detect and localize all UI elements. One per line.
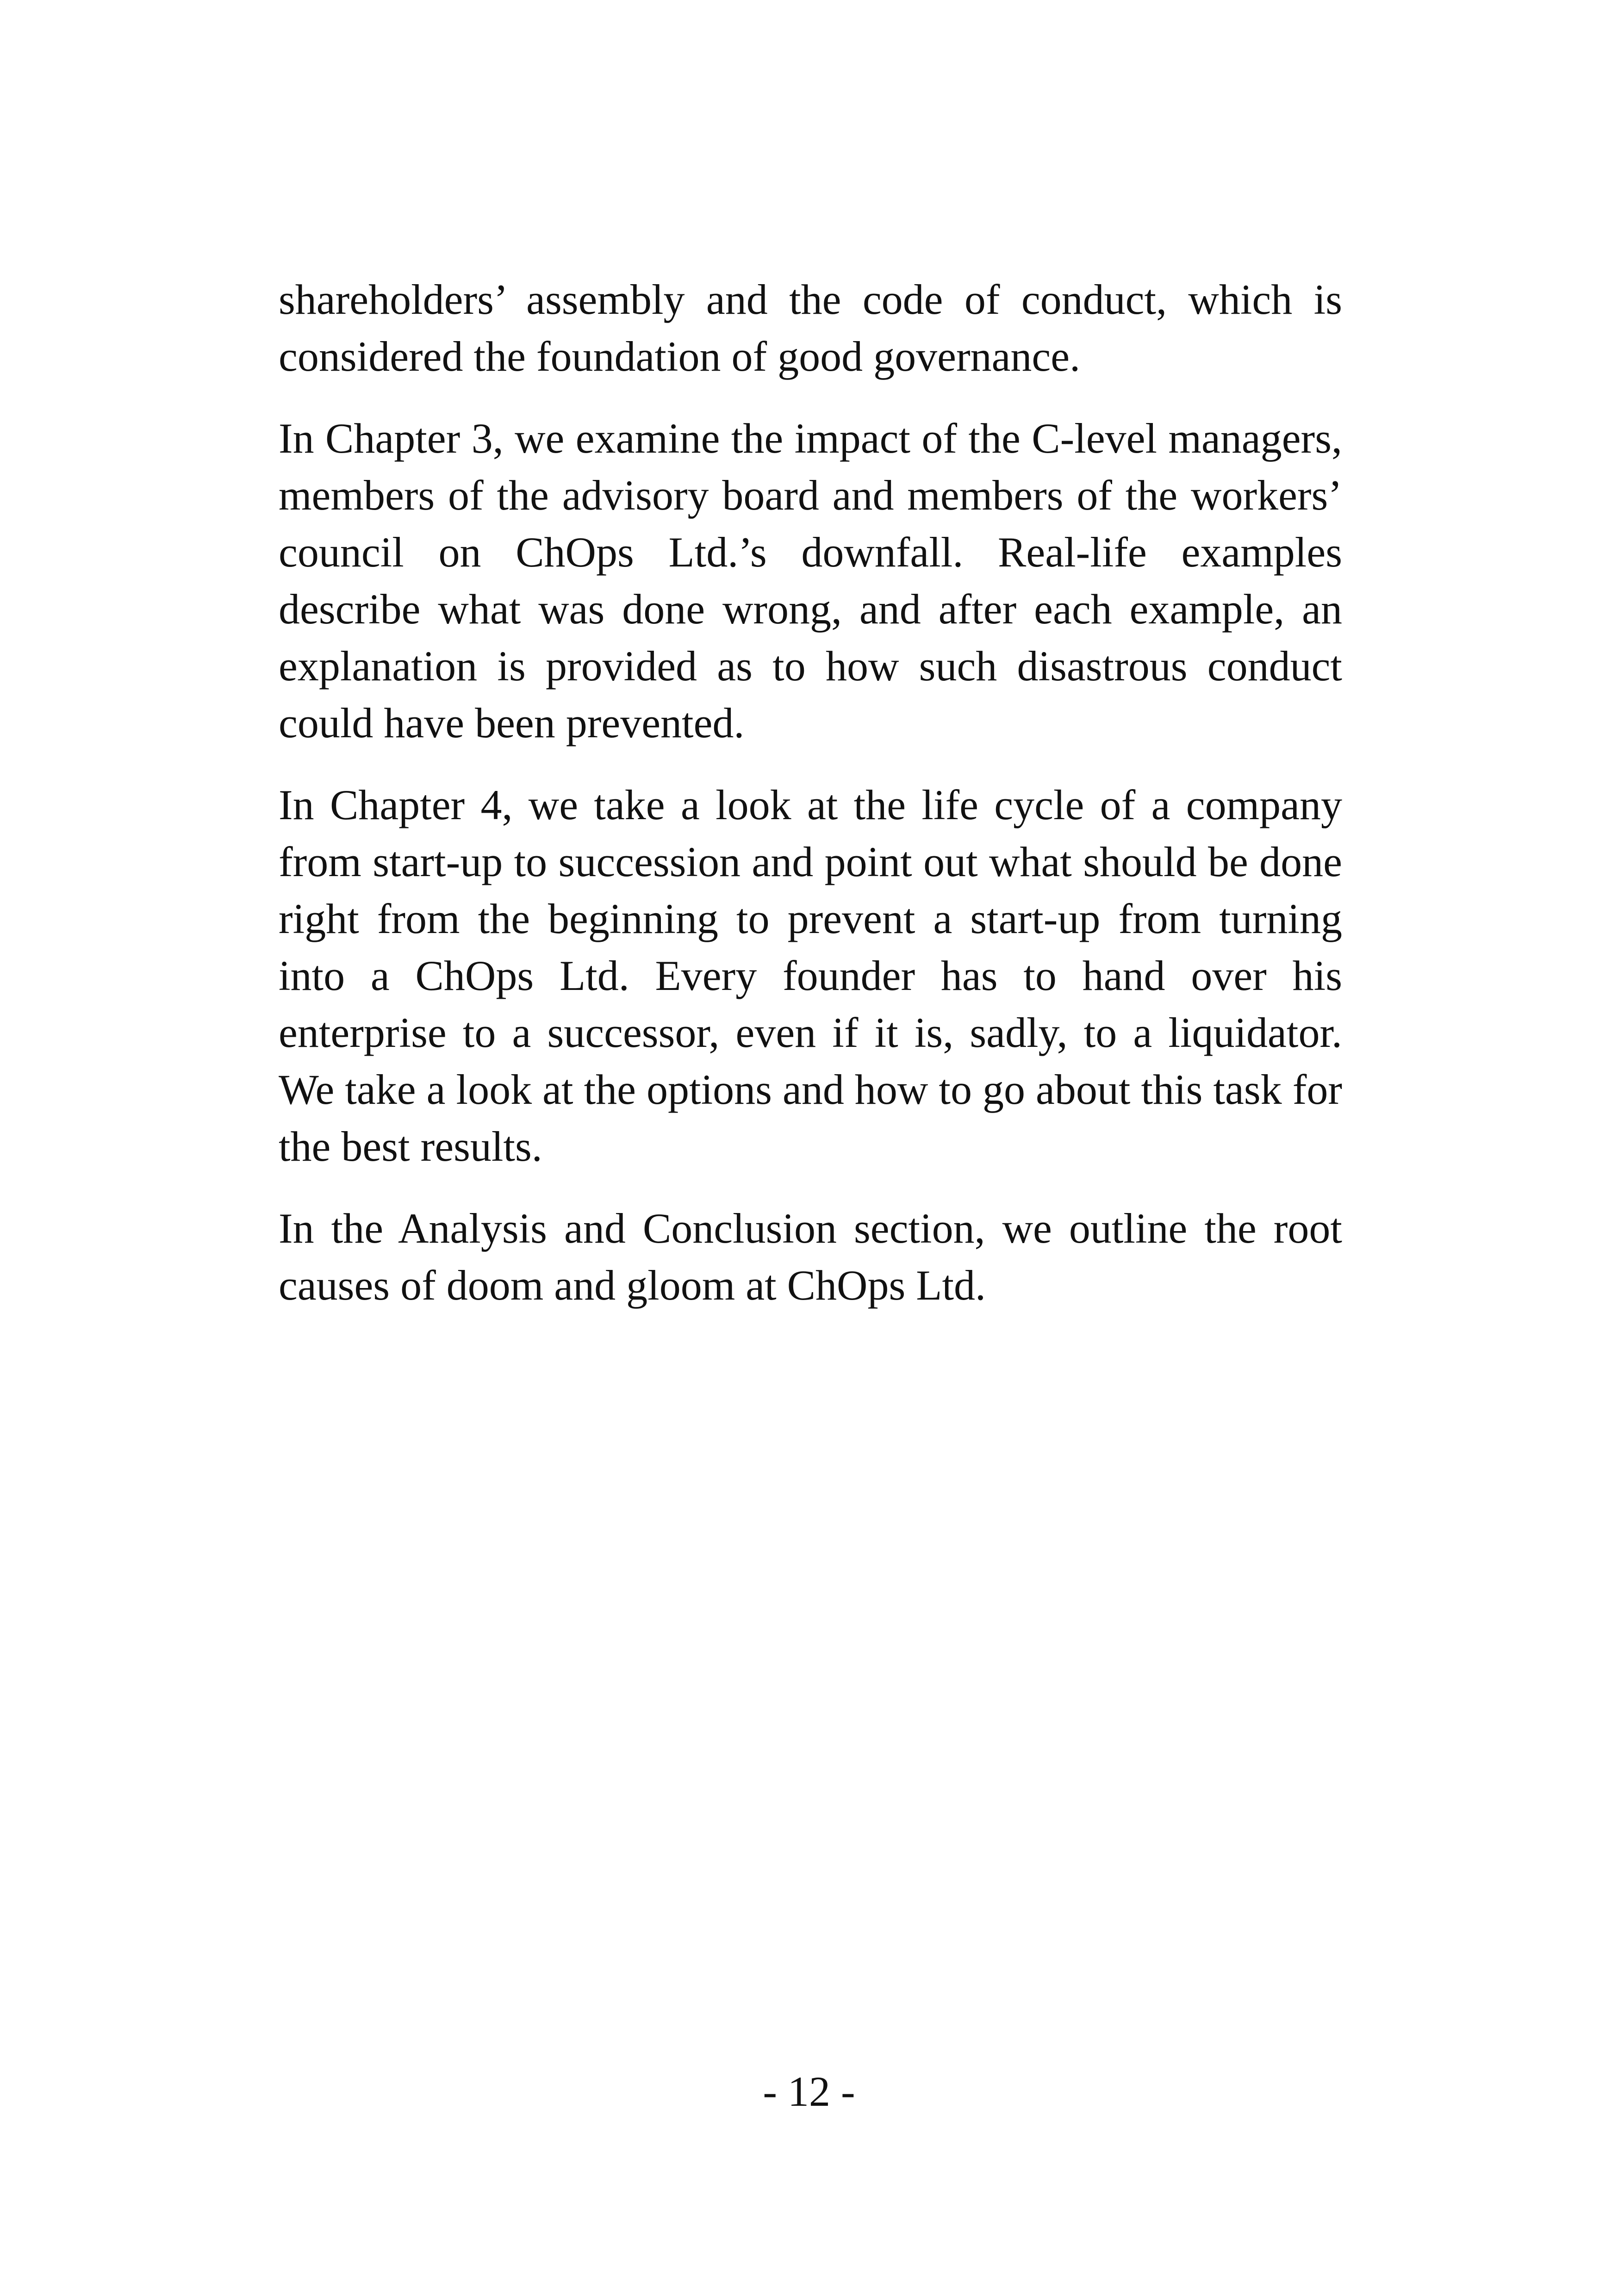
paragraph-governance-foundation: shareholders’ assembly and the code of conduct, which is considered the foundation of good governance.: [279, 276, 1342, 380]
body-text: [279, 271, 1342, 1339]
paragraph-chapter-3: In Chapter 3, we examine the impact of the C-level managers, members of the advisory board and members of the workers’ council on ChOps Ltd.’s downfall. Real-life examples describe what was done wrong, and after each example, an explanation is provided as to how such disastrous conduct could have been prevented.: [279, 415, 1342, 747]
paragraph-chapter-4: In Chapter 4, we take a look at the life cycle of a company from start-up to succession and point out what should be done right from the beginning to prevent a start-up from turning into a ChOps Ltd. Every founder has to hand over his enterprise to a successor, even if it is, sadly, to a liquidator. We take a look at the options and how to go about this task for the best results.: [279, 781, 1342, 1170]
page-number: - 12 -: [763, 2068, 855, 2115]
paragraph-analysis-conclusion: In the Analysis and Conclusion section, we outline the root causes of doom and gloom at ChOps Ltd.: [279, 1205, 1342, 1309]
